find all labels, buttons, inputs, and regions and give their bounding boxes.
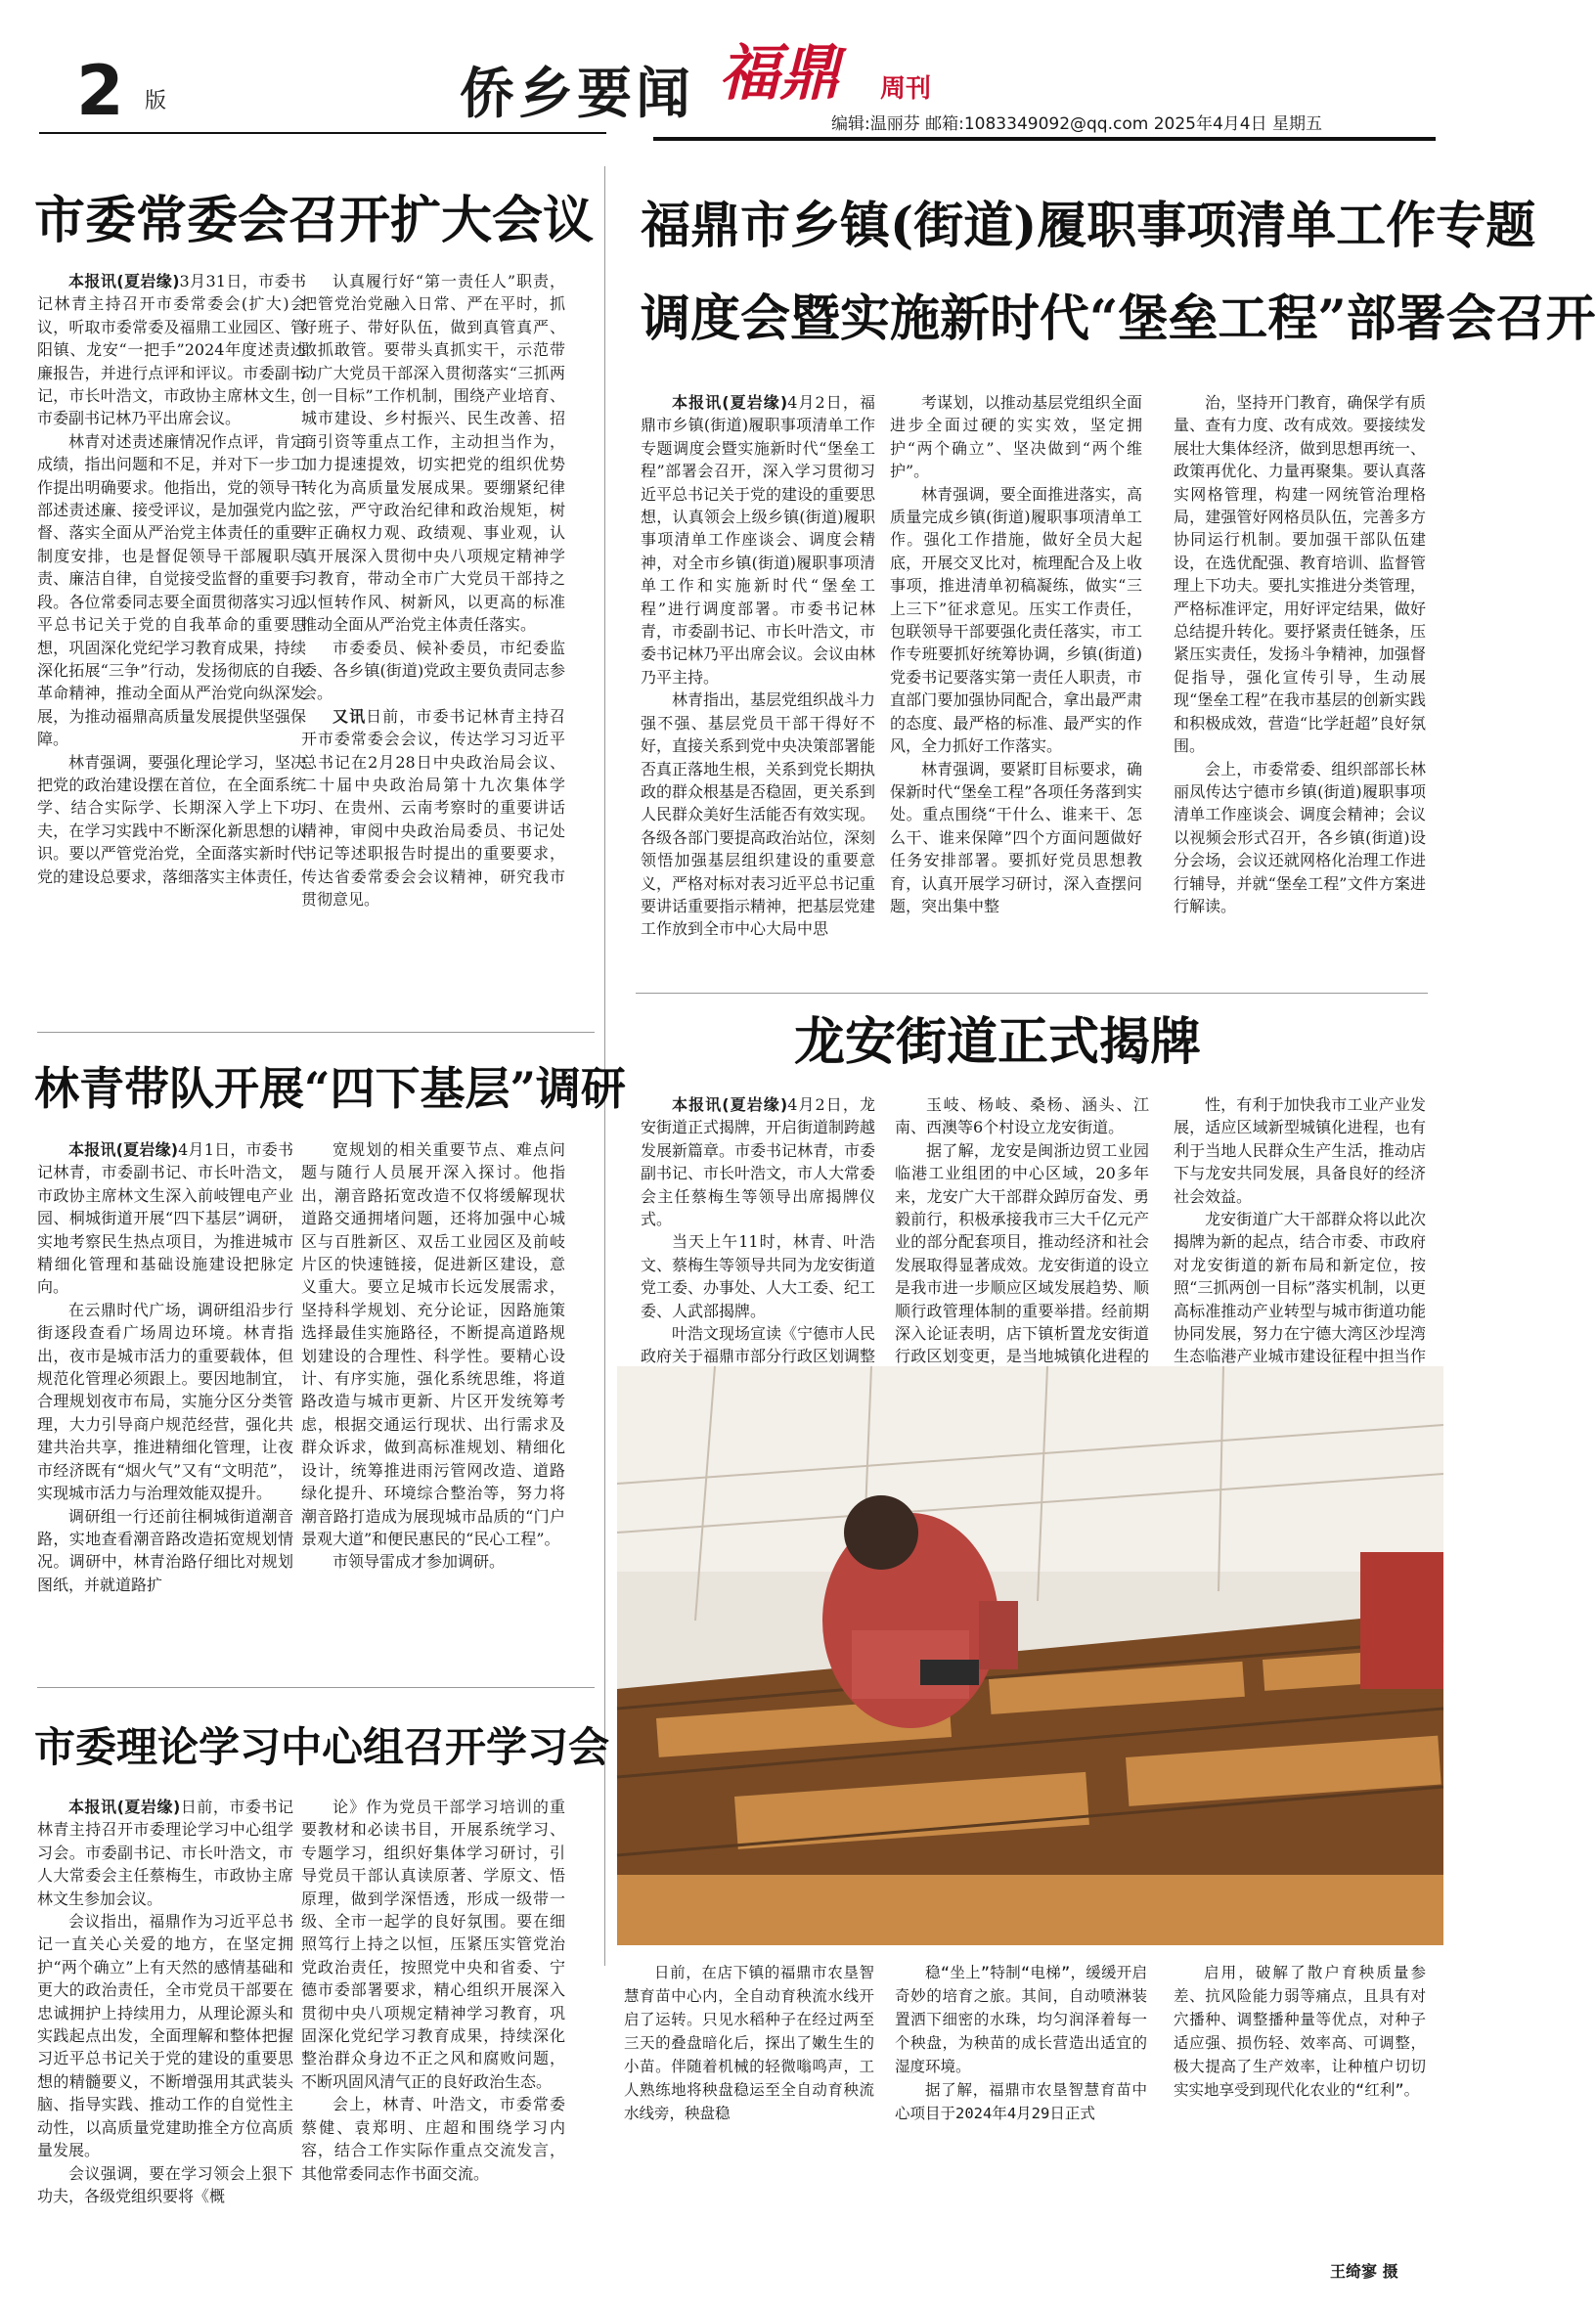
article-title-fieldwork: 林青带队开展“四下基层”调研: [34, 1062, 626, 1115]
article-paragraph: [37, 1505, 293, 1597]
article-title-township-line1: 福鼎市乡镇(街道)履职事项清单工作专题: [641, 197, 1536, 255]
article-text: 性，有利于加快我市工业产业发展，适应区域新型城镇化进程，也有利于当地人民群众生产生活，推动店下与龙安共同发展，具备良好的经济社会效益。: [1174, 1095, 1426, 1206]
article-body-longan-col1: [641, 1093, 876, 1366]
article-paragraph: [37, 751, 306, 888]
article-title-longan: 龙安街道正式揭牌: [794, 1012, 1202, 1072]
article-text: 当天上午11时，林青、叶浩文、蔡梅生等领导共同为龙安街道党工委、办事处、人大工委、纪工委、人武部揭牌。: [641, 1232, 876, 1320]
article-title-study-session: 市委理论学习中心组召开学习会: [34, 1723, 610, 1771]
article-lead: 本报讯(夏岩缘): [68, 1798, 181, 1816]
article-text: 市委委员、候补委员，市纪委监委、各乡镇(街道)党政主要负责同志参会。: [301, 638, 565, 703]
article-text: 会上，林青、叶浩文，市委常委蔡健、袁郑明、庄超和围绕学习内容，结合工作实际作重点交流发言，其他常委同志作书面交流。: [301, 2095, 565, 2183]
article-text: 叶浩文现场宣读《宁德市人民政府关于福鼎市部分行政区划调整: [641, 1324, 876, 1366]
article-text: 会议指出，福鼎作为习近平总书记一直关心关爱的地方，在坚定拥护“两个确立”上有天然的感情基础和更大的政治责任，全市党员干部要在忠诚拥护上持续用力，从理论源头和实践起点出发，全面理解和整体把握习近平总书记关于党的建设的重要思想的精髓要义，不断增强用其武装头脑、指导实践、推动工作的自觉性主动性，以高质量党建助推全方位高质量发展。: [37, 1912, 293, 2160]
article-paragraph: [301, 1138, 565, 1550]
article-body-fieldwork-col2: [301, 1138, 565, 1676]
article-text: 治，坚持开门教育，确保学有质量、查有力度、改有成效。要接续发展壮大集体经济，做到思想再统一、政策再优化、力量再聚集。要认真落实网格管理，构建一网统管治理格局，建强管好网格员队伍，完善多方协同运行机制。要加强干部队伍建设，在选优配强、教育培训、监督管理上下功夫。要扎实推进分类管理，严格标准评定，用好评定结果，做好总结提升转化。要抒紧责任链条，压紧压实责任，发扬斗争精神，加强督促指导，强化宣传引导，生动展现“堡垒工程”在我市基层的创新实践和积极成效，营造“比学赶超”良好氛围。: [1174, 393, 1426, 756]
article-text: 调研组一行还前往桐城街道潮音路，实地查看潮音路改造拓宽规划情况。调研中，林青治路仔细比对规划图纸，并就道路扩: [37, 1506, 293, 1594]
article-lead: 本报讯(夏岩缘): [672, 393, 788, 412]
article-text: 日前，市委书记林青主持召开市委常委会会议，传达学习习近平总书记在2月28日中央政治局会议、二十届中央政治局第十九次集体学习、在贵州、云南考察时的重要讲话精神，审阅中央政治局委员、书记处书记等述职报告时提出的重要要求，传达省委常委会会议精神，研究我市贯彻意见。: [301, 706, 565, 909]
article-lead: 本报讯(夏岩缘): [68, 1140, 179, 1159]
article-paragraph: [37, 1299, 293, 1505]
article-paragraph: [1174, 1093, 1426, 1208]
article-paragraph: [641, 689, 875, 940]
photo-caption-col2: 稳“坐上”特制“电梯”，缓缓开启奇妙的培育之旅。其间，自动喷淋装置洒下细密的水珠，均匀润泽着每一个秧盘，为秧苗的成长营造出适宜的湿度环境。 据了解，福鼎市农垦智慧育苗中心项目于2024年4月29日正式: [895, 1964, 1147, 2122]
article-text: 龙安街道广大干部群众将以此次揭牌为新的起点，结合市委、市政府对龙安街道的新布局和新定位，按照“三抓两创一目标”落实机制，以更高标准推动产业转型与城市街道功能协同发展，努力在宁德大湾区沙埕湾生态临港产业城市建设征程中担当作: [1174, 1210, 1426, 1366]
section-title: 侨乡要闻: [460, 63, 694, 126]
article-text: 会上，市委常委、组织部部长林丽凤传达宁德市乡镇(街道)履职事项清单工作座谈会、调度会精神；会议以视频会形式召开，各乡镇(街道)设分会场，会议还就网格化治理工作进行辅导，并就“堡垒工程”文件方案进行解读。: [1174, 759, 1426, 915]
masthead-rule-right: [653, 137, 1436, 141]
page-number: 2: [76, 51, 124, 131]
article-text: 据了解，龙安是闽浙边贸工业园临港工业组团的中心区域，20多年来，龙安广大干部群众踔厉奋发、勇毅前行，积极承接我市三大千亿元产业的部分配套项目，推动经济和社会发展取得显著成效。龙安街道的设立是我市进一步顺应区域发展趋势、顺顺行政管理体制的重要举措。经前期深入论证表明，店下镇析置龙安街道行政区划变更，是当地城镇化进程的: [895, 1140, 1149, 1366]
newspaper-logo-sub: 周刊: [880, 74, 932, 104]
article-body-township-col1: [641, 391, 875, 988]
article-paragraph: [301, 637, 565, 705]
article-lead: 本报讯(夏岩缘): [672, 1095, 788, 1114]
article-body-study-session-col1: [37, 1796, 293, 2294]
article-paragraph: [37, 430, 306, 751]
article-title-standing-committee: 市委常委会召开扩大会议: [34, 191, 595, 250]
article-text: 林青强调，要紧盯目标要求，确保新时代“堡垒工程”各项任务落到实处。重点围绕“干什么、谁来干、怎么干、谁来保障”四个方面问题做好任务安排部署。要抓好党员思想教育，认真开展学习研讨，深入查摆问题，突出集中整: [890, 759, 1142, 915]
photo-credit: 王绮寥 摄: [1330, 2262, 1398, 2281]
article-paragraph: [890, 758, 1142, 918]
article-body-standing-committee-col2: [301, 270, 565, 1023]
article-paragraph: [641, 391, 875, 689]
article-paragraph: [895, 1093, 1149, 1139]
divider: [636, 993, 1428, 994]
article-text: 林青指出，基层党组织战斗力强不强、基层党员干部干得好不好，直接关系到党中央决策部署能否真正落地生根，关系到党长期执政的群众根基是否稳固，更关系到人民群众美好生活能否有效实现。各级各部门要提高政治站位，深刻领悟加强基层组织建设的重要意义，严格对标对表习近平总书记重要讲话重要指示精神，把基层党建工作放到全市中心大局中思: [641, 690, 876, 939]
article-lead: 又讯: [332, 706, 367, 726]
article-paragraph: [37, 270, 306, 430]
article-text: 4月2日，龙安街道正式揭牌，开启街道制跨越发展新篇章。市委书记林青，市委副书记、市长叶浩文，市人大常委会主任蔡梅生等领导出席揭牌仪式。: [641, 1095, 876, 1229]
article-paragraph: [301, 1550, 565, 1573]
article-paragraph: [301, 270, 565, 637]
article-text: 考谋划，以推动基层党组织全面进步全面过硬的实实效，坚定拥护“两个确立”、坚决做到“两个维护”。: [890, 393, 1142, 481]
article-paragraph: [37, 1138, 293, 1299]
article-paragraph: [890, 483, 1142, 758]
news-photo: [617, 1366, 1443, 1945]
article-text: 在云鼎时代广场，调研组沿步行街逐段查看广场周边环境。林青指出，夜市是城市活力的重要载体，但规范化管理必须跟上。要因地制宜，合理规划夜市布局，实施分区分类管理，大力引导商户规范经营，强化共建共治共享，推进精细化管理，让夜市经济既有“烟火气”又有“文明范”，实现城市活力与治理效能双提升。: [37, 1300, 293, 1503]
article-body-fieldwork-col1: [37, 1138, 293, 1676]
article-title-township-line2: 调度会暨实施新时代“堡垒工程”部署会召开: [641, 289, 1596, 348]
article-paragraph: [301, 2093, 565, 2185]
article-text: 林青强调，要强化理论学习，坚决把党的政治建设摆在首位，在全面系统学、结合实际学、长期深入学上下功夫，在学习实践中不断深化新思想的认识。要以严管党治党，全面落实新时代党的建设总要求，落细落实主体责任，: [37, 752, 306, 886]
article-text: 宽规划的相关重要节点、难点问题与随行人员展开深入探讨。他指出，潮音路拓宽改造不仅将缓解现状道路交通拥堵问题，还将加强中心城区与百胜新区、双岳工业园区及前岐片区的快速链接，促进新区建设，意义重大。要立足城市长远发展需求，坚持科学规划、充分论证，因路施策选择最佳实施路径，不断提高道路规划建设的合理性、科学性。要精心设计、有序实施，强化系统思维，将道路改造与城市更新、片区开发统筹考虑，根据交通运行现状、出行需求及群众诉求，做到高标准规划、精细化设计，统筹推进雨污管网改造、道路绿化提升、环境综合整治等，努力将潮音路打造成为展现城市品质的“门户景观大道”和便民惠民的“民心工程”。: [301, 1140, 565, 1548]
divider: [37, 1032, 595, 1033]
article-paragraph: [37, 2162, 293, 2208]
article-text: 4月2日，福鼎市乡镇(街道)履职事项清单工作专题调度会暨实施新时代“堡垒工程”部署会召开，深入学习贯彻习近平总书记关于党的建设的重要思想，认真领会上级乡镇(街道)履职事项清单工作座谈会、调度会精神，对全市乡镇(街道)履职事项清单工作和实施新时代“堡垒工程”进行调度部署。市委书记林青，市委副书记、市长叶浩文，市委书记林乃平出席会议。会议由林乃平主持。: [641, 393, 876, 687]
article-text: 林青强调，要全面推进落实，高质量完成乡镇(街道)履职事项清单工作。强化工作措施，做好全员大起底，开展交叉比对，梳理配合及上收事项，推进清单初稿凝练，做实“三上三下”征求意见。压实工作责任，包联领导干部要强化责任落实，市工作专班要抓好统筹协调，乡镇(街道)党委书记要落实第一责任人职责，市直部门要加强协同配合，拿出最严肃的态度、最严格的标准、最严实的作风，全力抓好工作落实。: [890, 484, 1142, 756]
article-paragraph: [890, 391, 1142, 483]
photo-caption-col3: 启用，破解了散户育秧质量参差、抗风险能力弱等痛点，且具有对穴播种、调整播种量等优点，对种子适应强、损伤轻、效率高、可调整，极大提高了生产效率，让种植户切切实实地享受到现代化农业的“红利”。: [1174, 1964, 1426, 2099]
article-text: 玉岐、杨岐、桑杨、涵头、江南、西澳等6个村设立龙安街道。: [895, 1095, 1149, 1137]
newspaper-logo: 福鼎: [719, 37, 841, 109]
article-body-longan-col3: [1174, 1093, 1426, 1366]
photo-caption-col1: 日前，在店下镇的福鼎市农垦智慧育苗中心内，全自动育秧流水线开启了运转。只见水稻种子在经过两至三天的叠盘暗化后，探出了嫩生生的小苗。伴随着机械的轻微嗡鸣声，工人熟练地将秧盘稳运至全自动育秧流水线旁，秧盘稳: [624, 1964, 874, 2122]
article-text: 市领导雷成才参加调研。: [332, 1552, 506, 1572]
article-paragraph: [301, 1796, 565, 2093]
article-text: 论》作为党员干部学习培训的重要教材和必读书目，开展系统学习、专题学习，组织好集体学习研讨，引导党员干部认真读原著、学原文、悟原理，做到学深悟透，形成一级带一级、全市一起学的良好氛围。要在细照笃行上持之以恒，压紧压实管党治党政治责任，按照党中央和省委、宁德市委部署要求，精心组织开展深入贯彻中央八项规定精神学习教育，巩固深化党纪学习教育成果，持续深化整治群众身边不正之风和腐败问题，不断巩固风清气正的良好政治生态。: [301, 1798, 565, 2091]
article-body-longan-col2: [895, 1093, 1149, 1366]
article-text: 日前，市委书记林青主持召开市委理论学习中心组学习会。市委副书记、市长叶浩文，市人大常委会主任蔡梅生，市政协主席林文生参加会议。: [37, 1798, 293, 1908]
article-paragraph: [1174, 391, 1426, 758]
article-text: 会议强调，要在学习领会上狠下功夫，各级党组织要将《概: [37, 2163, 293, 2205]
article-text: 3月31日，市委书记林青主持召开市委常委会(扩大)会议，听取市委常委及福鼎工业园区、管阳镇、龙安“一把手”2024年度述责述廉报告，并进行点评和评议。市委副书记，市长叶浩文，市政协主席林文生，市委副书记林乃平出席会议。: [37, 272, 306, 428]
article-paragraph: [1174, 758, 1426, 918]
article-paragraph: [641, 1093, 875, 1230]
article-text: 认真履行好“第一责任人”职责，把管党治党融入日常、严在平时，抓好班子、带好队伍，做到真管真严、敢抓敢管。要带头真抓实干，示范带动广大党员干部深入贯彻落实“三抓两创一目标”工作机制，围绕产业培育、城市建设、乡村振兴、民生改善、招商引资等重点工作，主动担当作为，加力提速提效，切实把党的组织优势转化为高质量发展成果。要绷紧纪律之弦，严守政治纪律和政治规矩，树牢正确权力观、政绩观、事业观，认真开展深入贯彻中央八项规定精神学习教育，带动全市广大党员干部持之以恒转作风、树新风，以更高的标准推动全面从严治党主体责任落实。: [301, 272, 565, 635]
article-body-township-col3: [1174, 391, 1426, 988]
article-body-township-col2: [890, 391, 1142, 988]
page-suffix: 版: [145, 89, 167, 113]
article-body-study-session-col2: [301, 1796, 565, 2294]
article-paragraph: [301, 705, 565, 911]
masthead-rule-left: [39, 132, 606, 134]
article-text: 林青对述责述廉情况作点评，肯定成绩，指出问题和不足，并对下一步工作提出明确要求。他指出，党的领导干部述责述廉、接受评议，是加强党内监督、落实全面从严治党主体责任的重要制度安排，也是督促领导干部履职尽责、廉洁自律，自觉接受监督的重要手段。各位常委同志要全面贯彻落实习近平总书记关于党的自我革命的重要思想，巩固深化党纪学习教育成果，持续深化拓展“三争”行动，发扬彻底的自我革命精神，推动全面从严治党向纵深发展，为推动福鼎高质量发展提供坚强保障。: [37, 431, 306, 749]
article-paragraph: [37, 1910, 293, 2161]
divider: [37, 1687, 595, 1688]
article-paragraph: [37, 1796, 293, 1910]
photo-illustration: [617, 1366, 1443, 1945]
article-body-standing-committee-col1: [37, 270, 306, 1023]
article-text: 4月1日，市委书记林青，市委副书记、市长叶浩文，市政协主席林文生深入前岐锂电产业园、桐城街道开展“四下基层”调研，实地考察民生热点项目，为推进城市精细化管理和基础设施建设把脉定向。: [37, 1140, 293, 1297]
article-paragraph: [641, 1230, 875, 1322]
article-lead: 本报讯(夏岩缘): [68, 272, 180, 290]
editor-info: 编辑:温丽芬 邮箱:1083349092@qq.com 2025年4月4日 星期五: [831, 114, 1323, 134]
